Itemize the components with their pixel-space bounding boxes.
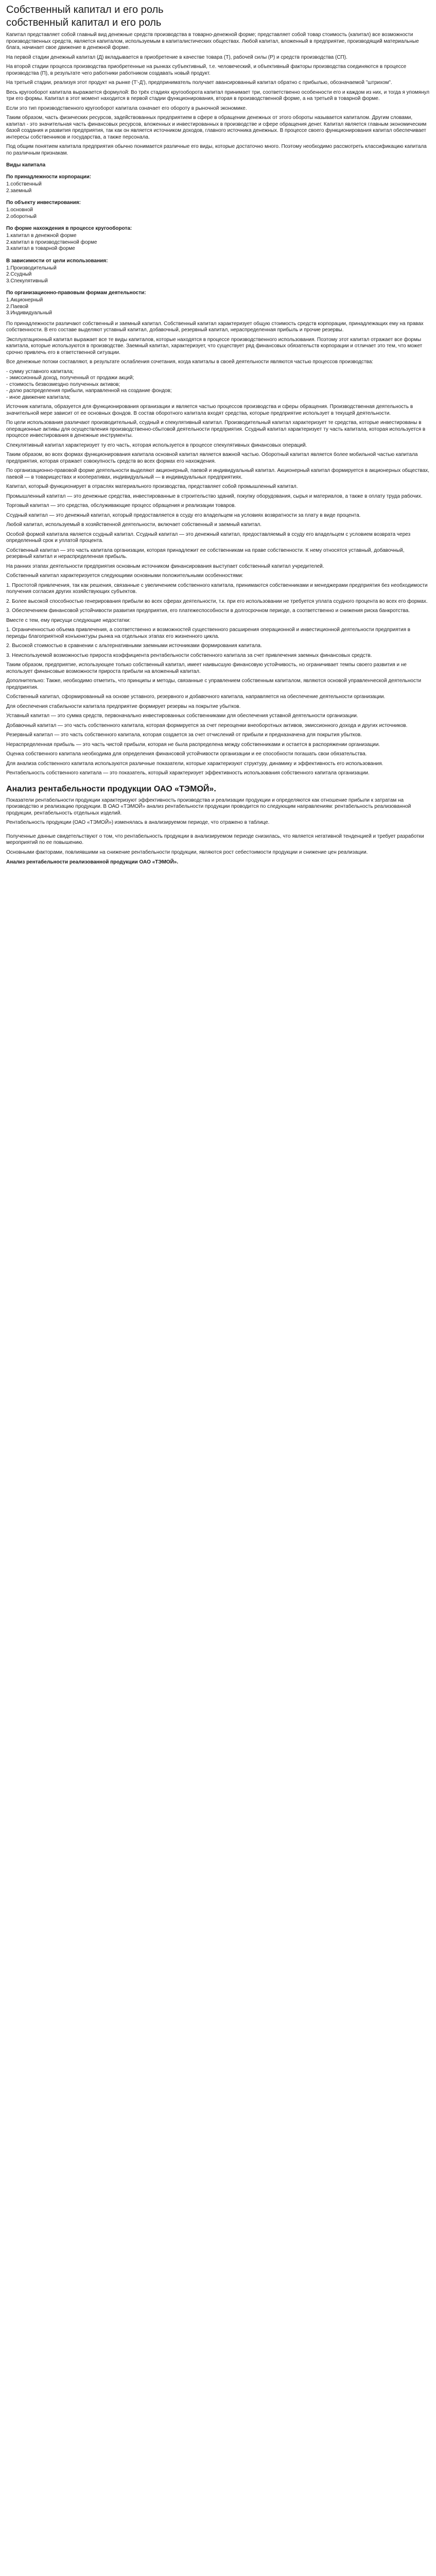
list-item: 1.основной	[6, 207, 33, 213]
form-heading: По форме нахождения в процессе кругооборота:	[6, 226, 132, 231]
kinds-heading: Виды капитала	[6, 162, 46, 168]
intro-paragraph: Если это тип производственного кругооборот капитала означает его обороту в рыночной экономике.	[6, 105, 247, 111]
body-paragraph: 3. Неиспользуемой возможностью прироста коэффициента рентабельности собственного капитала за счет привлечения заемных финансовых средств.	[6, 652, 372, 658]
intro-paragraph: Весь кругооборот капитала выражается формулой: Во трёх стадиях кругооборота капитал принимает три, соответственно особенности его и каждом из них, и тогда я упомянул три его формы. Капитал в этот момент находится в первой стадии функционирования, вторая в производственной форме, а на третьей в товарной форме.	[6, 89, 430, 101]
page-title: Собственный капитал и его роль	[6, 4, 164, 15]
ownership-heading: По принадлежности корпорации:	[6, 174, 92, 180]
body-section	[6, 321, 431, 777]
body-paragraph: Добавочный капитал — это часть собственного капитала, которая формируется за счет переоценки внеоборотных активов, эмиссионного дохода и других источников.	[6, 722, 408, 728]
list-item: 1.Акционерный	[6, 297, 43, 303]
intro-paragraph: Таким образом, часть физических ресурсов, задействованных предприятием в сфере в обращении денежных от этого обороты называется капиталом. Другим словами, капитал - это значительная часть финансовых ресурсов, вложенных и инвестированных в производстве и сфере обращения денег. Капитал является главным экономическим базой создания и развития предприятия, так как он является источником доходов, главного источника денежных. В процессе своего функционирования капитал обеспечивает интересы собственников и государства, а также персонала.	[6, 115, 427, 140]
body-paragraph: Промышленный капитал — это денежные средства, инвестированные в строительство зданий, покупку оборудования, сырья и материалов, а также в оплату труда рабочих.	[6, 493, 423, 499]
list-item: 1.собственный	[6, 181, 42, 187]
analysis-section	[6, 798, 431, 856]
list-item: 2.Паевой	[6, 303, 28, 310]
body-paragraph: Нераспределенная прибыль — это часть чистой прибыли, которая не была распределена между собственниками и остается в распоряжении организации.	[6, 741, 380, 748]
list-item: 1.капитал в денежной форме	[6, 233, 77, 239]
list-item: 2.оборотный	[6, 213, 37, 219]
body-paragraph: По организационно-правовой форме деятельности выделяют акционерный, паевой и индивидуальный капитал. Акционерный капитал формируется в акционерных обществах, паевой — в товариществах и кооперативах, индивидуальный — в индивидуальных предприятиях.	[6, 468, 430, 480]
body-paragraph: Вместе с тем, ему присущи следующие недостатки:	[6, 617, 131, 623]
body-paragraph: Собственный капитал характеризуется следующими основными положительными особенностями:	[6, 573, 243, 579]
body-paragraph: Для обеспечения стабильности капитала предприятие формирует резервы на покрытие убытков.	[6, 703, 241, 709]
body-list-item: - долю распределения прибыли, направленной на создание фондов;	[6, 388, 172, 394]
body-paragraph: Дополнительно: Также, необходимо отметить, что принципы и методы, связанные с управлением собственным капиталом, являются основой управленческой деятельности предприятия.	[6, 678, 422, 690]
body-paragraph: Таким образом, предприятие, использующее только собственный капитал, имеет наивысшую финансовую устойчивость, но ограничивает темпы своего развития и не использует финансовые возможности прироста прибыли на вложенный капитал.	[6, 662, 407, 674]
org-heading: По организационно-правовым формам деятельности:	[6, 290, 146, 296]
page-subtitle: собственный капитал и его роль	[6, 17, 162, 28]
list-item: 1.Производительный	[6, 265, 57, 271]
body-paragraph: Таким образом, во всех формах функционирования капитала основной капитал является важной частью. Оборотный капитал является более мобильной частью капитала предприятия, которая отражает совокупность средств во всех формах его нахождения.	[6, 452, 418, 464]
body-paragraph: 3. Обеспечением финансовой устойчивости развития предприятия, его платежеспособности в долгосрочном периоде, а соответственно и снижения риска банкротства.	[6, 608, 410, 614]
list-item: 3.капитал в товарной форме	[6, 246, 75, 251]
body-paragraph: Для анализа собственного капитала используются различные показатели, которые характеризуют структуру, динамику и эффективность его использования.	[6, 760, 383, 767]
body-paragraph: По принадлежности различают собственный и заемный капитал. Собственный капитал характеризует общую стоимость средств корпорации, принадлежащих ему на правах собственности. В его составе выделяют уставный капитал, добавочный, резервный капитал, нераспределенная прибыль и прочие резервы.	[6, 320, 424, 333]
document	[0, 0, 436, 889]
body-paragraph: Уставный капитал — это сумма средств, первоначально инвестированных собственниками для обеспечения уставной деятельности организации.	[6, 713, 358, 719]
intro-paragraph: Под общим понятием капитала предприятия обычно понимается различные его виды, которые достаточно много. Поэтому необходимо рассмотреть классификацию капитала по различным признакам.	[6, 144, 427, 156]
intro-paragraph: Капитал представляет собой главный вид денежные средств производства в товарно-денежной форме; представляет собой товар стоимость (капитал) все возможности производственных средств, является капиталом, используемым в капиталистических обществах. Любой капитал, вложенный в предприятие, производящий материальные блага, начинает свое движение в денежной форме.	[6, 32, 419, 50]
body-paragraph: Торговый капитал — это средства, обслуживающие процесс обращения и реализации товаров.	[6, 503, 236, 509]
body-paragraph: По цели использования различают производительный, ссудный и спекулятивный капитал. Производительный капитал характеризует те средства, которые инвестированы в операционные активы для осуществления производственно-сбытовой деятельности предприятия. Ссудный капитал характеризует ту часть капитала, которая используется в процессе инвестирования в денежные инструменты.	[6, 420, 426, 438]
body-paragraph: 2. Высокой стоимостью в сравнении с альтернативными заемными источниками формирования капитала.	[6, 643, 262, 649]
analysis-paragraph: Полученные данные свидетельствуют о том, что рентабельность продукции в анализируемом периоде снизилась, что является негативной тенденцией и требует разработки мероприятий по ее повышению.	[6, 833, 424, 845]
use-heading: В зависимости от цели использования:	[6, 258, 108, 264]
body-paragraph: Капитал, который функционирует в отраслях материального производства, представляет собой промышленный капитал.	[6, 484, 298, 489]
intro-paragraph: На второй стадии процесса производства приобретенные на рынках субъективный, т.е. человеческий, и объективный факторы производства соединяются в процессе производства (П), в результате чего работники работником создавать новый продукт.	[6, 64, 407, 76]
body-paragraph: Рентабельность собственного капитала — это показатель, который характеризует эффективность использования собственного капитала организации.	[6, 770, 370, 776]
body-list-item: - эмиссионный доход, полученный от продажи акций;	[6, 375, 134, 381]
body-paragraph: Спекулятивный капитал характеризует ту его часть, которая используется в процессе спекулятивных финансовых операций.	[6, 442, 307, 448]
body-paragraph: На ранних этапах деятельности предприятия основным источником финансирования выступает собственный капитал учредителей.	[6, 563, 324, 569]
intro-section	[6, 32, 431, 157]
body-paragraph: Источник капитала, образуется для функционирования организации и является частью процессов производства и сферы обращения. Производственная деятельность в значительной мере зависит от ее основных фондов. В состав оборотного капитала входят средства, которые предприятие использует в текущей деятельности.	[6, 404, 413, 416]
body-paragraph: Ссудный капитал — это денежный капитал, который предоставляется в ссуду его владельцем на условиях возвратности за плату в виде процента.	[6, 512, 361, 518]
purpose-heading: По объекту инвестирования:	[6, 200, 81, 206]
body-paragraph: Резервный капитал — это часть собственного капитала, которая создается за счет отчислений от прибыли и предназначена для покрытия убытков.	[6, 732, 362, 738]
body-paragraph: Собственный капитал, сформированный на основе уставного, резервного и добавочного капитала, направляется на обеспечение деятельности организации.	[6, 694, 386, 700]
body-paragraph: Собственный капитал — это часть капитала организации, которая принадлежит ее собственникам на праве собственности. К нему относятся уставный, добавочный, резервный капитал и нераспределенная прибыль.	[6, 547, 405, 560]
list-item: 2.капитал в производственной форме	[6, 239, 97, 245]
list-item: 2.Ссудный	[6, 272, 32, 277]
list-item: 2.заемный	[6, 188, 32, 194]
body-list-item: - сумму уставного капитала;	[6, 368, 74, 375]
body-paragraph: 2. Более высокой способностью генерирования прибыли во всех сферах деятельности, т.к. при его использовании не требуется уплата ссудного процента во всех его формах.	[6, 598, 428, 604]
body-list-item: - иное движение капитала;	[6, 394, 71, 400]
list-item: 3.Спекулятивный	[6, 278, 48, 284]
body-paragraph: Особой формой капитала является ссудный капитал. Ссудный капитал — это денежный капитал, предоставляемый в ссуду его владельцем с условием возврата через определенный срок и уплатой процента.	[6, 531, 411, 544]
body-paragraph: Все денежные потоки составляют, в результате ослабления сочетания, когда капиталы в своей деятельности являются частью процессов производства:	[6, 359, 374, 365]
body-paragraph: Эксплуатационный капитал выражает все те виды капиталов, которые находятся в процессе производственного использования. Поэтому этот капитал отражает все формы капитала, которые используются в производстве. Заемный капитал, характеризует, что существует ряд финансовых обязательств корпорации и отличает это тем, что может срочно привлечь его в ответственной ситуации.	[6, 336, 423, 355]
body-paragraph: 1. Ограниченностью объема привлечения, а соответственно и возможностей существенного расширения операционной и инвестиционной деятельности предприятия в периоды благоприятной конъюнктуры рынка на отдельных этапах его жизненного цикла.	[6, 627, 411, 639]
body-paragraph: Любой капитал, используемый в хозяйственной деятельности, включает собственный и заемный капитал.	[6, 522, 262, 528]
body-list-item: - стоимость безвозмездно полученных активов;	[6, 381, 120, 387]
analysis-paragraph: Рентабельность продукции (ОАО «ТЭМОЙ») изменялась в анализируемом периоде, что отражено в таблице.	[6, 820, 270, 825]
analysis-paragraph: Основными факторами, повлиявшими на снижение рентабельности продукции, являются рост себестоимости продукции и снижение цен реализации.	[6, 849, 368, 855]
intro-paragraph: На третьей стадии, реализуя этот продукт на рынке (Т'-Д'), предприниматель получает авансированный капитал обратно с прибылью, обозначаемой "штрихом".	[6, 80, 392, 86]
intro-paragraph: На первой стадии денежный капитал (Д) вкладывается в приобретение в качестве товара (Т), рабочей силы (Р) и средств производства (СП).	[6, 54, 347, 60]
footer-heading: Анализ рентабельности реализованной продукции ОАО «ТЭМОЙ».	[6, 859, 179, 865]
body-paragraph: Оценка собственного капитала необходима для определения финансовой устойчивости организации и ее способности погашать свои обязательства.	[6, 751, 367, 757]
body-paragraph: 1. Простотой привлечения, так как решения, связанные с увеличением собственного капитала, принимаются собственниками и менеджерами предприятия без необходимости получения согласия других хозяйствующих субъектов.	[6, 582, 428, 595]
analysis-heading: Анализ рентабельности продукции ОАО «ТЭМОЙ».	[6, 784, 216, 793]
analysis-paragraph: Показатели рентабельности продукции характеризуют эффективность производства и реализации продукции и определяются как отношение прибыли к затратам на производство и реализацию продукции. В ОАО «ТЭМОЙ» анализ рентабельности продукции проводится по следующим направлениям: рентабельность реализованной продукции, рентабельность отдельных изделий.	[6, 797, 411, 816]
list-item: 3.Индивидуальный	[6, 310, 52, 316]
